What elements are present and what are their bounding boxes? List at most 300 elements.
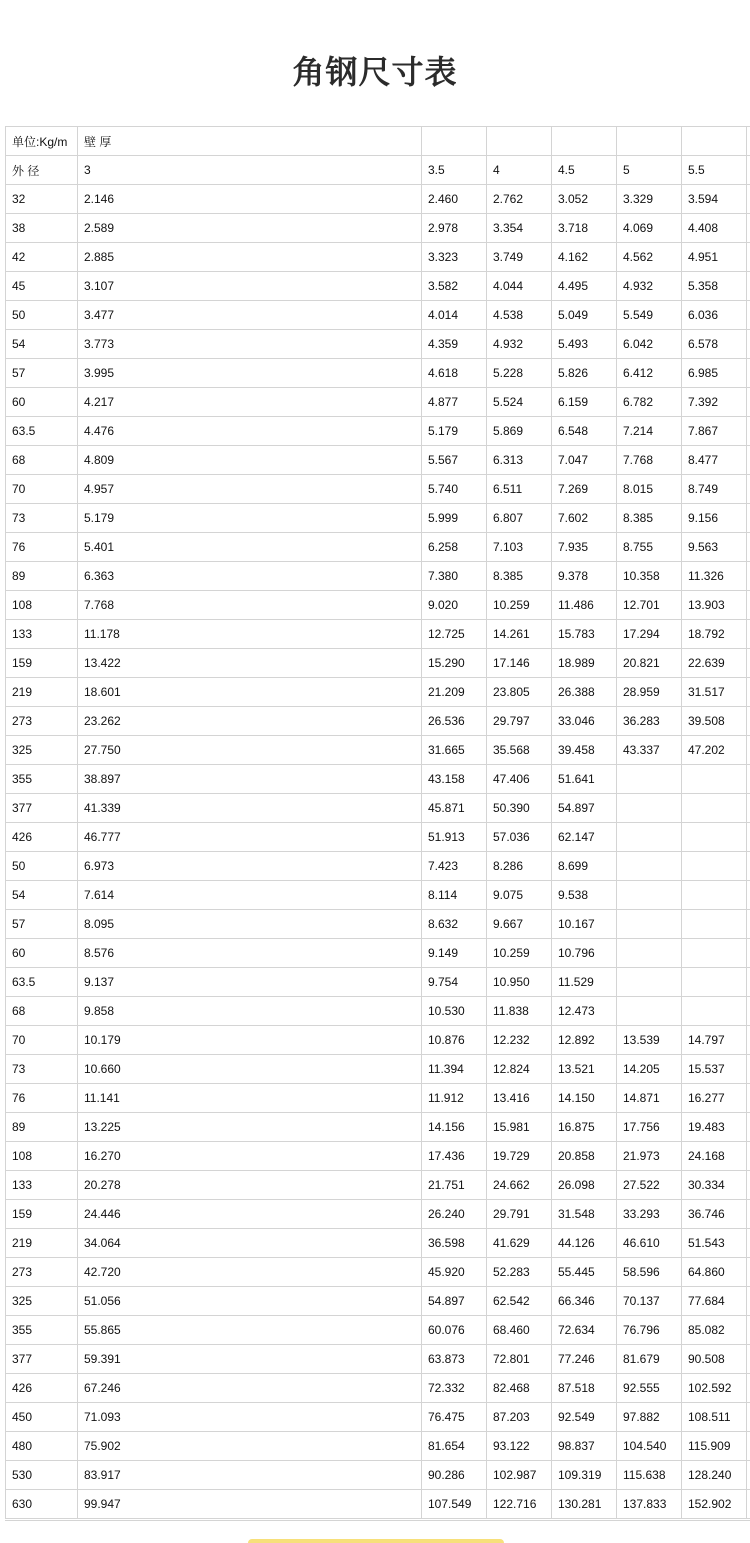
table-cell: 133 [6, 620, 78, 649]
table-row [6, 1287, 750, 1316]
table-cell: 5.358 [682, 272, 747, 301]
table-cell: 27.522 [617, 1171, 682, 1200]
table-row [6, 765, 750, 794]
table-cell: 14.150 [552, 1084, 617, 1113]
table-cell [747, 1490, 750, 1519]
table-cell: 5.524 [487, 388, 552, 417]
table-cell [747, 301, 750, 330]
table-cell: 81.654 [422, 1432, 487, 1461]
table-cell [747, 1461, 750, 1490]
table-cell: 外 径 [6, 156, 78, 185]
table-row [6, 1229, 750, 1258]
table-cell: 219 [6, 678, 78, 707]
table-cell: 50 [6, 301, 78, 330]
table-cell: 99.947 [78, 1490, 422, 1519]
table-cell: 9.378 [552, 562, 617, 591]
table-cell [747, 823, 750, 852]
table-cell: 50.390 [487, 794, 552, 823]
table-cell: 6.578 [682, 330, 747, 359]
table-cell [617, 852, 682, 881]
table-cell: 5.493 [552, 330, 617, 359]
table-cell: 7.867 [682, 417, 747, 446]
table-cell: 24.168 [682, 1142, 747, 1171]
table-cell: 8.114 [422, 881, 487, 910]
table-cell [747, 1142, 750, 1171]
table-cell: 15.537 [682, 1055, 747, 1084]
table-cell [747, 214, 750, 243]
table-cell: 32 [6, 185, 78, 214]
table-cell [747, 1316, 750, 1345]
table-cell: 72.332 [422, 1374, 487, 1403]
table-cell: 4 [487, 156, 552, 185]
table-cell: 115.909 [682, 1432, 747, 1461]
table-cell: 6.042 [617, 330, 682, 359]
table-cell: 4.495 [552, 272, 617, 301]
table-row [6, 185, 750, 214]
table-cell: 17.756 [617, 1113, 682, 1142]
table-cell: 11.486 [552, 591, 617, 620]
table-cell: 6.548 [552, 417, 617, 446]
table-row [6, 852, 750, 881]
table-cell: 5.567 [422, 446, 487, 475]
table-cell [747, 794, 750, 823]
table-cell [747, 1287, 750, 1316]
table-cell: 6.973 [78, 852, 422, 881]
table-cell: 273 [6, 1258, 78, 1287]
table-cell: 109.319 [552, 1461, 617, 1490]
table-cell: 12.892 [552, 1026, 617, 1055]
table-cell: 12.824 [487, 1055, 552, 1084]
table-cell: 9.149 [422, 939, 487, 968]
table-cell: 11.141 [78, 1084, 422, 1113]
table-cell: 57.036 [487, 823, 552, 852]
table-cell: 18.989 [552, 649, 617, 678]
table-cell: 92.555 [617, 1374, 682, 1403]
table-cell: 46.610 [617, 1229, 682, 1258]
table-row [6, 533, 750, 562]
table-cell: 68.460 [487, 1316, 552, 1345]
table-cell: 4.618 [422, 359, 487, 388]
table-cell: 70 [6, 1026, 78, 1055]
table-cell: 5.999 [422, 504, 487, 533]
table-cell: 630 [6, 1490, 78, 1519]
table-body [6, 127, 750, 1519]
table-cell [747, 1171, 750, 1200]
table-cell: 4.957 [78, 475, 422, 504]
table-cell: 325 [6, 1287, 78, 1316]
table-cell: 8.749 [682, 475, 747, 504]
table-cell: 76.796 [617, 1316, 682, 1345]
table-cell: 41.629 [487, 1229, 552, 1258]
table-cell: 单位:Kg/m [6, 127, 78, 156]
header-row-unit [6, 127, 750, 156]
table-cell: 7.935 [552, 533, 617, 562]
table-cell: 34.064 [78, 1229, 422, 1258]
table-cell: 28.959 [617, 678, 682, 707]
table-cell: 46.777 [78, 823, 422, 852]
table-cell: 26.098 [552, 1171, 617, 1200]
table-cell: 42.720 [78, 1258, 422, 1287]
table-cell: 30.334 [682, 1171, 747, 1200]
table-cell: 3.995 [78, 359, 422, 388]
table-cell: 54 [6, 881, 78, 910]
table-cell [747, 185, 750, 214]
table-cell: 43.337 [617, 736, 682, 765]
table-cell [747, 736, 750, 765]
table-cell: 5.179 [422, 417, 487, 446]
table-cell: 137.833 [617, 1490, 682, 1519]
table-cell [747, 1403, 750, 1432]
table-cell: 60.076 [422, 1316, 487, 1345]
table-cell [487, 127, 552, 156]
table-row [6, 591, 750, 620]
table-cell: 530 [6, 1461, 78, 1490]
table-row [6, 1345, 750, 1374]
table-cell: 3.052 [552, 185, 617, 214]
table-row [6, 1084, 750, 1113]
table-cell: 58.596 [617, 1258, 682, 1287]
table-cell: 13.903 [682, 591, 747, 620]
table-cell: 6.258 [422, 533, 487, 562]
table-cell: 33.046 [552, 707, 617, 736]
table-cell: 122.716 [487, 1490, 552, 1519]
table-row [6, 910, 750, 939]
table-cell [682, 881, 747, 910]
table-cell [422, 127, 487, 156]
table-row [6, 214, 750, 243]
table-cell: 73 [6, 1055, 78, 1084]
table-cell: 36.746 [682, 1200, 747, 1229]
table-cell: 5.549 [617, 301, 682, 330]
table-cell: 38 [6, 214, 78, 243]
table-cell: 7.423 [422, 852, 487, 881]
table-row [6, 330, 750, 359]
table-cell: 4.538 [487, 301, 552, 330]
table-cell: 8.576 [78, 939, 422, 968]
bottom-accent-bar [248, 1539, 504, 1543]
table-cell: 130.281 [552, 1490, 617, 1519]
table-row [6, 939, 750, 968]
table-cell [747, 417, 750, 446]
table-row [6, 1200, 750, 1229]
table-cell: 10.179 [78, 1026, 422, 1055]
table-cell: 10.167 [552, 910, 617, 939]
table-cell: 47.406 [487, 765, 552, 794]
table-cell: 426 [6, 1374, 78, 1403]
table-cell [617, 881, 682, 910]
table-cell: 5.5 [682, 156, 747, 185]
table-cell: 7.269 [552, 475, 617, 504]
table-cell: 20.278 [78, 1171, 422, 1200]
table-cell [747, 1055, 750, 1084]
table-cell: 11.326 [682, 562, 747, 591]
table-cell: 3.477 [78, 301, 422, 330]
table-cell: 2.762 [487, 185, 552, 214]
table-cell: 90.508 [682, 1345, 747, 1374]
table-cell: 22.639 [682, 649, 747, 678]
table-row [6, 1374, 750, 1403]
table-cell: 4.932 [487, 330, 552, 359]
table-cell: 128.240 [682, 1461, 747, 1490]
table-cell: 54.897 [552, 794, 617, 823]
table-cell: 11.912 [422, 1084, 487, 1113]
table-cell: 39.458 [552, 736, 617, 765]
table-cell: 50 [6, 852, 78, 881]
table-cell: 10.950 [487, 968, 552, 997]
table-cell: 76 [6, 1084, 78, 1113]
table-cell [682, 939, 747, 968]
table-cell: 7.602 [552, 504, 617, 533]
table-row [6, 1055, 750, 1084]
table-row [6, 794, 750, 823]
table-cell [747, 852, 750, 881]
table-cell: 17.436 [422, 1142, 487, 1171]
table-cell [682, 823, 747, 852]
table-cell: 62.147 [552, 823, 617, 852]
table-cell: 5.826 [552, 359, 617, 388]
table-cell: 23.262 [78, 707, 422, 736]
table-cell: 159 [6, 649, 78, 678]
table-cell [617, 823, 682, 852]
table-cell: 152.902 [682, 1490, 747, 1519]
table-cell: 11.178 [78, 620, 422, 649]
table-cell: 7.392 [682, 388, 747, 417]
table-cell [747, 765, 750, 794]
table-cell: 45.920 [422, 1258, 487, 1287]
table-cell [617, 794, 682, 823]
table-row [6, 1258, 750, 1287]
table-cell: 18.792 [682, 620, 747, 649]
weight-table [5, 126, 750, 1519]
table-cell: 87.203 [487, 1403, 552, 1432]
table-row [6, 301, 750, 330]
table-cell [747, 156, 750, 185]
table-row [6, 823, 750, 852]
table-row [6, 417, 750, 446]
table-cell: 14.156 [422, 1113, 487, 1142]
table-cell: 10.660 [78, 1055, 422, 1084]
table-cell: 6.412 [617, 359, 682, 388]
table-cell: 90.286 [422, 1461, 487, 1490]
table-cell: 104.540 [617, 1432, 682, 1461]
table-cell: 66.346 [552, 1287, 617, 1316]
table-cell: 63.5 [6, 417, 78, 446]
table-cell [747, 1374, 750, 1403]
table-cell: 3.5 [422, 156, 487, 185]
table-row [6, 620, 750, 649]
table-cell: 7.214 [617, 417, 682, 446]
table-cell: 10.796 [552, 939, 617, 968]
table-cell: 72.801 [487, 1345, 552, 1374]
table-row [6, 1490, 750, 1519]
table-cell [747, 272, 750, 301]
header-row-thickness [6, 156, 750, 185]
table-cell: 4.408 [682, 214, 747, 243]
table-cell: 60 [6, 388, 78, 417]
table-cell [747, 1113, 750, 1142]
table-cell: 64.860 [682, 1258, 747, 1287]
table-cell: 7.768 [617, 446, 682, 475]
table-cell: 13.225 [78, 1113, 422, 1142]
table-cell: 97.882 [617, 1403, 682, 1432]
table-cell: 7.380 [422, 562, 487, 591]
table-cell: 426 [6, 823, 78, 852]
table-cell [747, 359, 750, 388]
table-cell: 115.638 [617, 1461, 682, 1490]
table-cell: 6.511 [487, 475, 552, 504]
table-cell: 5.049 [552, 301, 617, 330]
table-cell: 3.749 [487, 243, 552, 272]
table-cell: 2.589 [78, 214, 422, 243]
table-cell [747, 968, 750, 997]
table-cell: 13.539 [617, 1026, 682, 1055]
table-cell: 5.740 [422, 475, 487, 504]
table-cell: 68 [6, 446, 78, 475]
table-cell [747, 707, 750, 736]
table-cell: 15.783 [552, 620, 617, 649]
table-cell: 4.044 [487, 272, 552, 301]
table-cell: 54 [6, 330, 78, 359]
table-cell: 29.797 [487, 707, 552, 736]
table-cell [552, 127, 617, 156]
table-cell [617, 765, 682, 794]
table-cell: 450 [6, 1403, 78, 1432]
table-cell: 9.020 [422, 591, 487, 620]
table-cell [617, 968, 682, 997]
table-cell: 62.542 [487, 1287, 552, 1316]
table-cell: 68 [6, 997, 78, 1026]
table-row [6, 678, 750, 707]
table-cell: 2.460 [422, 185, 487, 214]
table-cell: 4.014 [422, 301, 487, 330]
table-cell [747, 127, 750, 156]
table-cell [747, 243, 750, 272]
table-cell: 6.807 [487, 504, 552, 533]
table-row [6, 475, 750, 504]
table-cell: 52.283 [487, 1258, 552, 1287]
table-row [6, 1113, 750, 1142]
table-cell: 77.246 [552, 1345, 617, 1374]
table-cell: 21.751 [422, 1171, 487, 1200]
table-cell: 8.755 [617, 533, 682, 562]
table-cell: 59.391 [78, 1345, 422, 1374]
table-cell: 4.162 [552, 243, 617, 272]
table-cell: 10.259 [487, 939, 552, 968]
table-row [6, 243, 750, 272]
table-cell: 7.103 [487, 533, 552, 562]
table-cell: 4.562 [617, 243, 682, 272]
table-cell: 8.286 [487, 852, 552, 881]
table-cell [682, 997, 747, 1026]
table-cell: 8.385 [617, 504, 682, 533]
table-cell: 5.228 [487, 359, 552, 388]
table-cell: 57 [6, 359, 78, 388]
table-cell: 10.876 [422, 1026, 487, 1055]
table-cell: 6.159 [552, 388, 617, 417]
table-cell [747, 939, 750, 968]
table-cell: 18.601 [78, 678, 422, 707]
table-cell: 6.036 [682, 301, 747, 330]
table-cell: 81.679 [617, 1345, 682, 1374]
table-row [6, 1316, 750, 1345]
table-cell: 63.873 [422, 1345, 487, 1374]
table-cell: 9.563 [682, 533, 747, 562]
table-cell: 55.865 [78, 1316, 422, 1345]
table-cell: 6.313 [487, 446, 552, 475]
table-cell: 16.270 [78, 1142, 422, 1171]
table-cell: 98.837 [552, 1432, 617, 1461]
table-cell: 8.699 [552, 852, 617, 881]
table-cell: 12.701 [617, 591, 682, 620]
table-cell: 11.529 [552, 968, 617, 997]
table-cell: 24.446 [78, 1200, 422, 1229]
table-cell: 92.549 [552, 1403, 617, 1432]
table-cell: 70 [6, 475, 78, 504]
table-cell: 7.768 [78, 591, 422, 620]
table-cell: 9.667 [487, 910, 552, 939]
table-cell: 19.483 [682, 1113, 747, 1142]
table-cell: 4.5 [552, 156, 617, 185]
table-row [6, 446, 750, 475]
table-row [6, 272, 750, 301]
table-cell: 60 [6, 939, 78, 968]
table-cell [747, 446, 750, 475]
table-cell: 377 [6, 794, 78, 823]
table-cell: 273 [6, 707, 78, 736]
table-cell: 17.146 [487, 649, 552, 678]
table-row [6, 736, 750, 765]
table-cell: 21.973 [617, 1142, 682, 1171]
table-cell: 23.805 [487, 678, 552, 707]
table-cell: 13.422 [78, 649, 422, 678]
table-cell: 108 [6, 1142, 78, 1171]
table-cell [747, 1345, 750, 1374]
table-cell: 47.202 [682, 736, 747, 765]
table-cell: 10.358 [617, 562, 682, 591]
table-cell: 24.662 [487, 1171, 552, 1200]
table-cell: 4.877 [422, 388, 487, 417]
table-cell [747, 1258, 750, 1287]
table-cell [617, 997, 682, 1026]
table-cell: 83.917 [78, 1461, 422, 1490]
table-cell: 4.217 [78, 388, 422, 417]
table-cell: 57 [6, 910, 78, 939]
table-cell: 3.107 [78, 272, 422, 301]
table-cell [747, 330, 750, 359]
table-cell: 36.598 [422, 1229, 487, 1258]
table-cell: 76.475 [422, 1403, 487, 1432]
table-cell: 102.987 [487, 1461, 552, 1490]
table-cell: 8.385 [487, 562, 552, 591]
table-cell: 93.122 [487, 1432, 552, 1461]
table-cell: 51.056 [78, 1287, 422, 1316]
table-cell: 5.869 [487, 417, 552, 446]
table-cell: 16.875 [552, 1113, 617, 1142]
table-cell: 89 [6, 1113, 78, 1142]
table-cell: 75.902 [78, 1432, 422, 1461]
table-cell: 11.838 [487, 997, 552, 1026]
table-cell: 14.261 [487, 620, 552, 649]
table-cell: 480 [6, 1432, 78, 1461]
table-cell: 31.517 [682, 678, 747, 707]
table-cell: 9.075 [487, 881, 552, 910]
table-cell: 20.858 [552, 1142, 617, 1171]
table-cell: 51.543 [682, 1229, 747, 1258]
table-cell [747, 620, 750, 649]
table-cell: 3.329 [617, 185, 682, 214]
weight-table-container [5, 126, 750, 1519]
table-cell: 159 [6, 1200, 78, 1229]
